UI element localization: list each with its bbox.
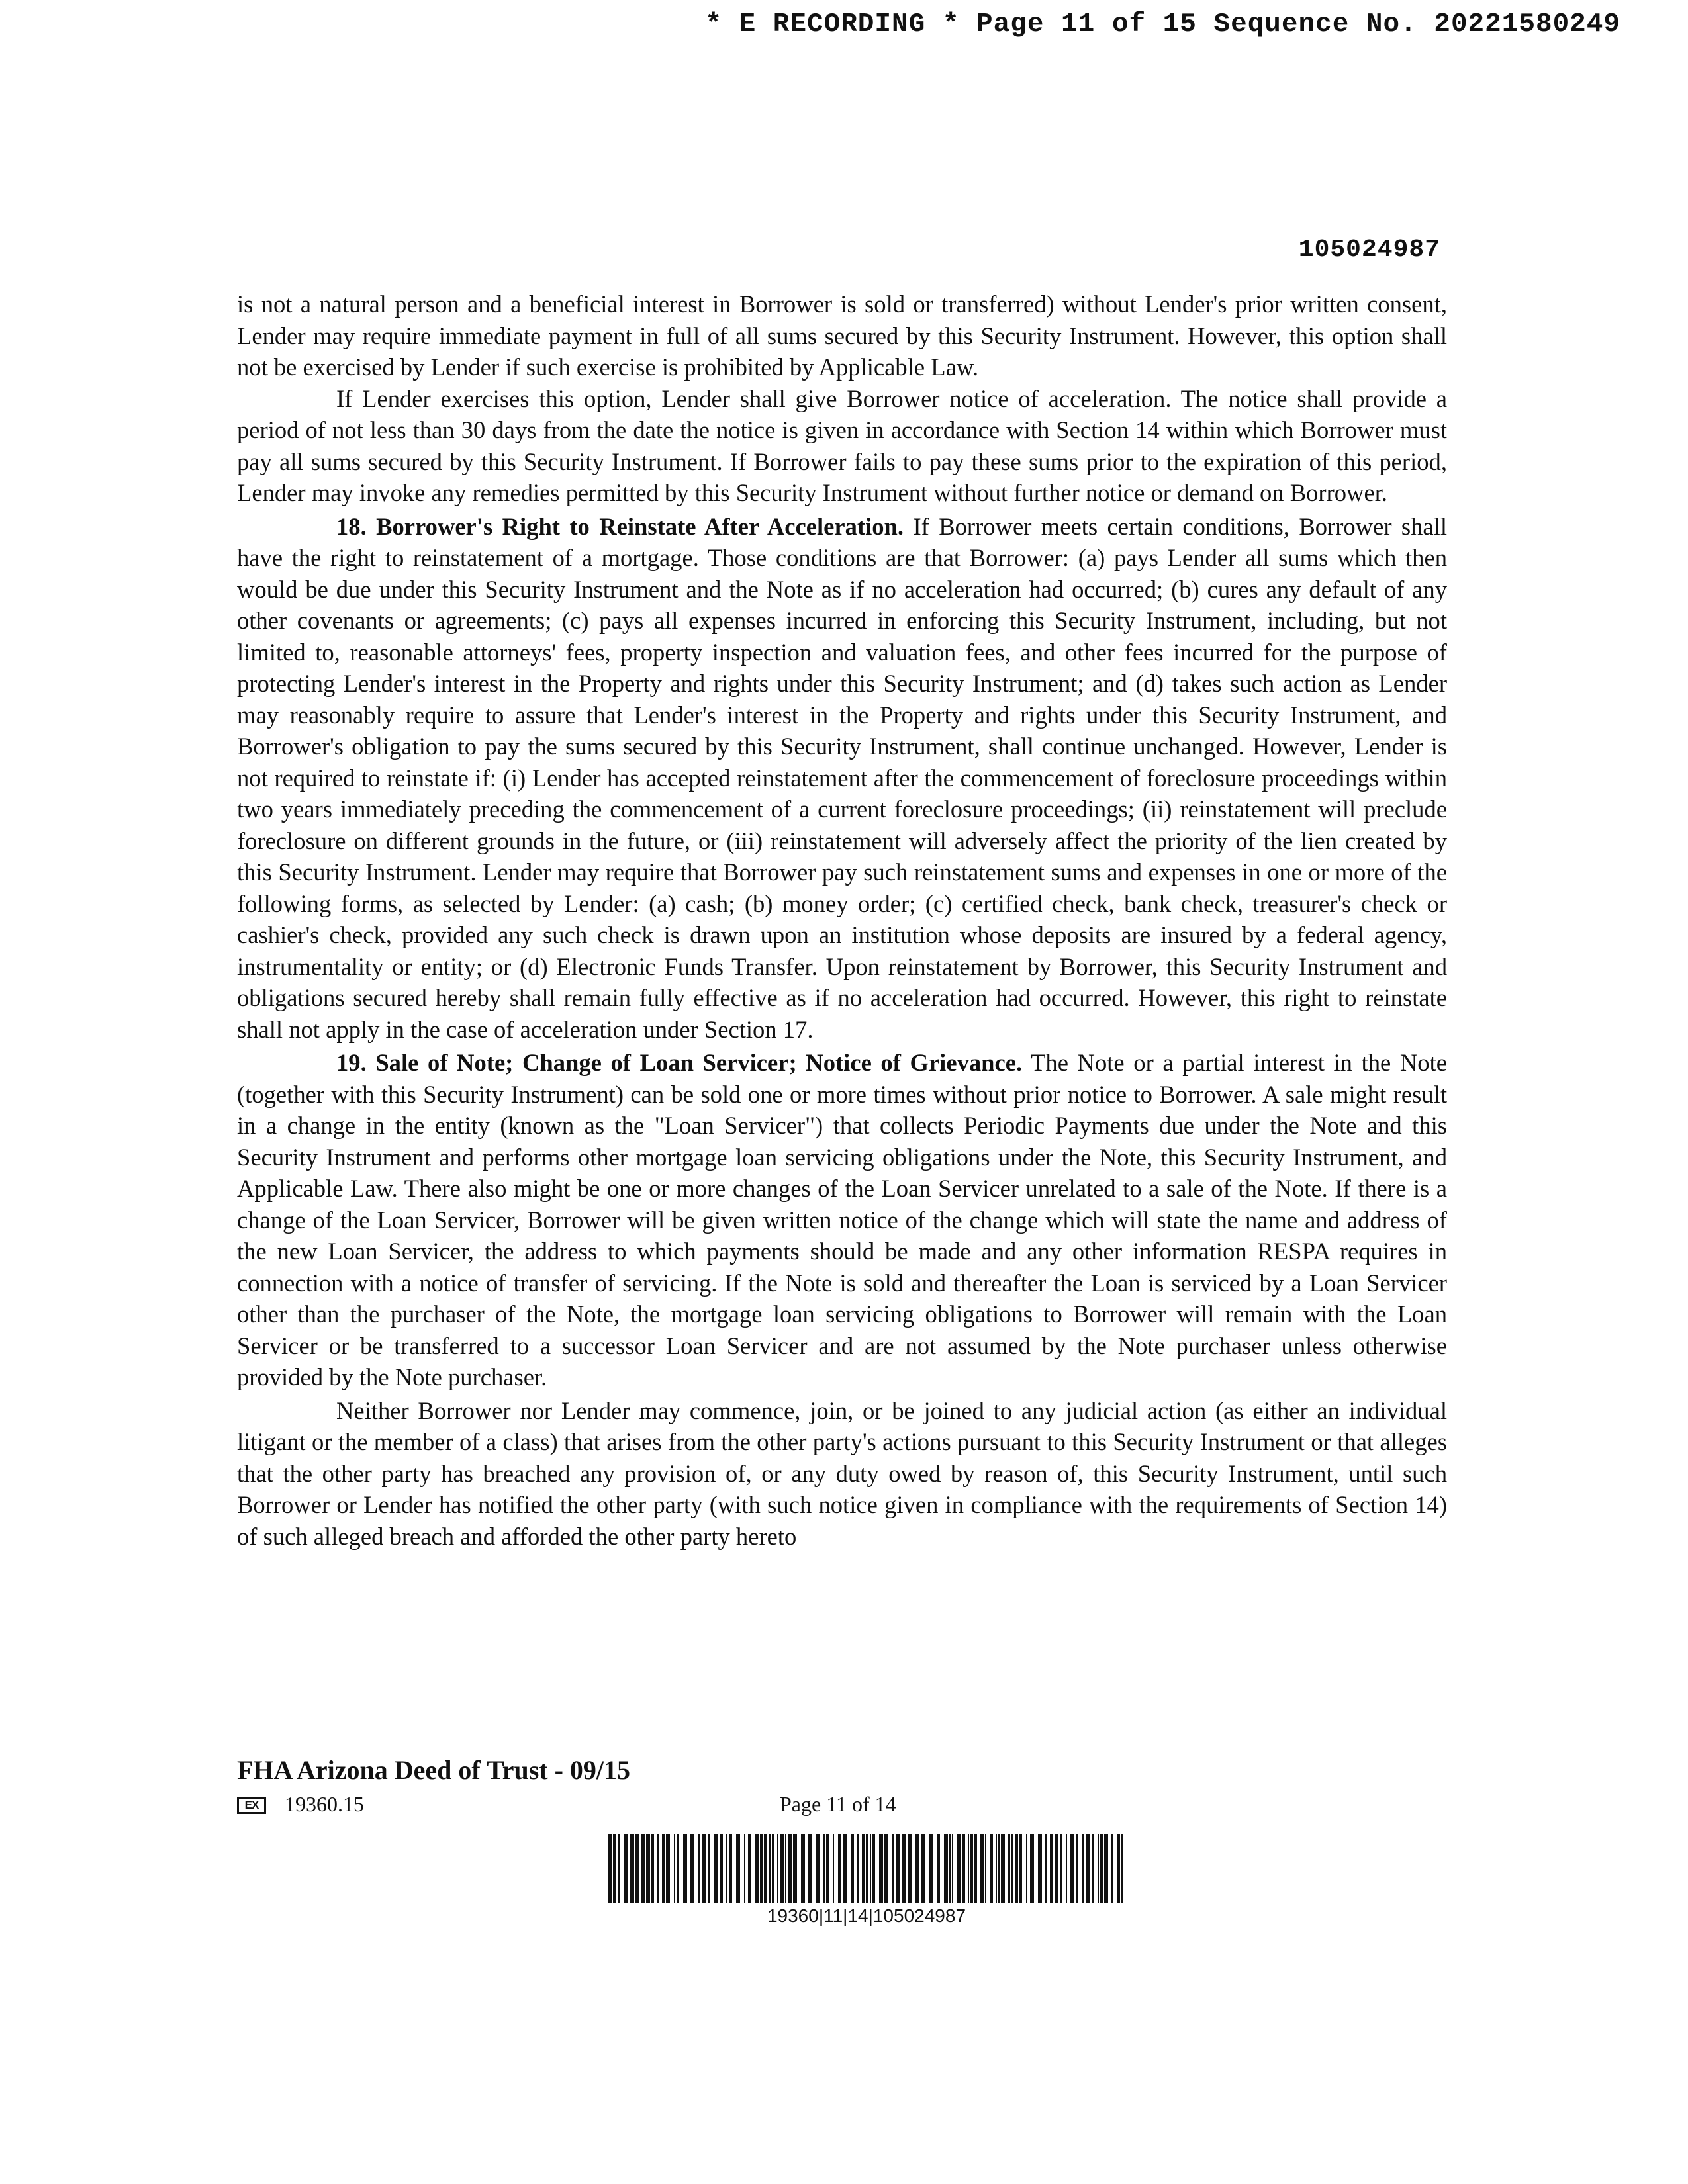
barcode-bar <box>613 1834 616 1903</box>
barcode-bar <box>838 1834 841 1903</box>
barcode-bar <box>1055 1834 1058 1903</box>
barcode-bar <box>702 1834 706 1903</box>
barcode-bar <box>857 1834 859 1903</box>
barcode-bar <box>618 1834 620 1903</box>
barcode-bar <box>748 1834 751 1903</box>
barcode-bar <box>1015 1834 1018 1903</box>
barcode-bar <box>985 1834 986 1903</box>
barcode-bar <box>902 1834 906 1903</box>
barcode-bar <box>823 1834 825 1903</box>
section-18-text: If Borrower meets certain conditions, Borrower shall have the right to reinstatement of a mortgage. Those conditions are that Borrower: (a) pays Lender all sums which then would be due under this Security Instrument and the Note as if no acceleration had occurred; (b) cures any default of any other covenants or agreements; (c) pays all expenses incurred in enforcing this Security Instrument, including, but not limited to, reasonable attorneys' fees, property inspection and valuation fees, and other fees incurred for the purpose of protecting Lender's interest in the Property and rights under this Security Instrument; and (d) takes such action as Lender may reasonably require to assure that Lender's interest in the Property and rights under this Security Instrument, and Borrower's obligation to pay the sums secured by this Security Instrument, shall continue unchanged. However, Lender is not required to reinstate if: (i) Lender has accepted reinstatement after the commencement of foreclosure proceedings within two years immediately preceding the commencement of a current foreclosure proceedings; (ii) reinstatement will preclude foreclosure on different grounds in the future, or (iii) reinstatement will adversely affect the priority of the lien created by this Security Instrument. Lender may require that Borrower pay such reinstatement sums and expenses in one or more of the following forms, as selected by Lender: (a) cash; (b) money order; (c) certified check, bank check, treasurer's check or cashier's check, provided any such check is drawn upon an institution whose deposits are insured by a federal agency, instrumentality or entity; or (d) Electronic Funds Transfer. Upon reinstatement by Borrower, this Security Instrument and obligations secured hereby shall remain fully effective as if no acceleration had occurred. However, this right to reinstate shall not apply in the case of acceleration under Section 17. <box>237 512 1447 1043</box>
section-18-heading: 18. Borrower's Right to Reinstate After Acceleration. <box>336 512 904 540</box>
barcode-bar <box>729 1834 732 1903</box>
barcode-bar <box>683 1834 687 1903</box>
document-body <box>237 289 1447 1552</box>
recording-header: * E RECORDING * Page 11 of 15 Sequence No. 20221580249 <box>705 9 1620 40</box>
paragraph-acceleration-notice: If Lender exercises this option, Lender shall give Borrower notice of acceleration. The notice shall provide a period of not less than 30 days from the date the notice is given in accordance with Section 14 within which Borrower must pay all sums secured by this Security Instrument. If Borrower fails to pay these sums prior to the expiration of this period, Lender may invoke any remedies permitted by this Security Instrument without further notice or demand on Borrower. <box>237 385 1447 506</box>
barcode-bar <box>646 1834 650 1903</box>
barcode-bar <box>879 1834 883 1903</box>
barcode-bar <box>962 1834 965 1903</box>
barcode-bar <box>1086 1834 1090 1903</box>
barcode-bar <box>720 1834 723 1903</box>
paragraph-judicial-action: Neither Borrower nor Lender may commence, join, or be joined to any judicial action (as either an individual litigant or the member of a class) that arises from the other party's actions pursuant to this Security Instrument or that alleges that the other party has breached any provision of, or any duty owed by reason of, this Security Instrument, until such Borrower or Lender has notified the other party (with such notice given in compliance with the requirements of Section 14) of such alleged breach and afforded the other party hereto <box>237 1396 1447 1550</box>
barcode-bar <box>666 1834 670 1903</box>
section-18 <box>237 511 1447 1046</box>
barcode-bar <box>1121 1834 1123 1903</box>
paragraph-continuation: is not a natural person and a beneficial interest in Borrower is sold or transferred) without Lender's prior written consent, Lender may require immediate payment in full of all sums secured by this Security Instrument. However, this option shall not be exercised by Lender if such exercise is prohibited by Applicable Law. <box>237 291 1447 381</box>
barcode-bar <box>630 1834 634 1903</box>
barcode-bar <box>624 1834 628 1903</box>
barcode-bar <box>1066 1834 1067 1903</box>
barcode-bar <box>851 1834 854 1903</box>
barcode-bar <box>641 1834 645 1903</box>
loan-number: 105024987 <box>1298 236 1440 264</box>
barcode-bar <box>866 1834 868 1903</box>
barcode-bar <box>1082 1834 1084 1903</box>
barcode-bar <box>1070 1834 1074 1903</box>
barcode-bar <box>998 1834 1000 1903</box>
barcode-bar <box>949 1834 951 1903</box>
barcode-bar <box>870 1834 871 1903</box>
barcode-bar <box>921 1834 925 1903</box>
barcode-bar <box>769 1834 771 1903</box>
barcode-bar <box>1076 1834 1078 1903</box>
barcode-bar <box>808 1834 812 1903</box>
barcode-bar <box>996 1834 997 1903</box>
barcode-bar <box>785 1834 786 1903</box>
barcode-bar <box>1011 1834 1013 1903</box>
barcode-bar <box>908 1834 912 1903</box>
barcode-bar <box>990 1834 993 1903</box>
barcode-bar <box>974 1834 977 1903</box>
section-19-text: The Note or a partial interest in the Note (together with this Security Instrument) can be sold one or more times without prior notice to Borrower. A sale might result in a change in the entity (known as the "Loan Servicer") that collects Periodic Payments due under the Note and this Security Instrument and performs other mortgage loan servicing obligations under the Note, this Security Instrument, and Applicable Law. There also might be one or more changes of the Loan Servicer unrelated to a sale of the Note. If there is a change of the Loan Servicer, Borrower will be given written notice of the change which will state the name and address of the new Loan Servicer, the address to which payments should be made and any other information RESPA requires in connection with a notice of transfer of servicing. If the Note is sold and thereafter the Loan is serviced by a Loan Servicer other than the purchaser of the Note, the mortgage loan servicing obligations to Borrower will remain with the Loan Servicer or be transferred to a successor Loan Servicer and are not assumed by the Note purchaser unless otherwise provided by the Note purchaser. <box>237 1049 1447 1390</box>
barcode-bar <box>755 1834 759 1903</box>
barcode-bar <box>892 1834 894 1903</box>
barcode-bar <box>957 1834 961 1903</box>
barcode-bar <box>1001 1834 1005 1903</box>
ellie-mae-logo-icon: EX <box>237 1797 266 1814</box>
page-number: Page 11 of 14 <box>780 1792 896 1816</box>
barcode-bar <box>833 1834 834 1903</box>
barcode-bar <box>772 1834 774 1903</box>
barcode-bar <box>635 1834 639 1903</box>
barcode-bar <box>1117 1834 1120 1903</box>
barcode-bar <box>896 1834 900 1903</box>
barcode-bar <box>736 1834 740 1903</box>
barcode-bar <box>1050 1834 1053 1903</box>
barcode-bar <box>777 1834 778 1903</box>
barcode-bar <box>1026 1834 1027 1903</box>
barcode-bar <box>674 1834 675 1903</box>
footer-row <box>237 1792 1447 1821</box>
barcode-bar <box>929 1834 933 1903</box>
barcode-bar <box>760 1834 763 1903</box>
barcode-bar <box>744 1834 745 1903</box>
barcode-bar <box>698 1834 700 1903</box>
barcode-bar <box>952 1834 953 1903</box>
barcode-bar <box>915 1834 919 1903</box>
barcode-bar <box>764 1834 767 1903</box>
barcode-caption: 19360|11|14|105024987 <box>767 1905 966 1926</box>
barcode-bar <box>1030 1834 1034 1903</box>
section-19 <box>237 1047 1447 1393</box>
barcode-bar <box>690 1834 694 1903</box>
barcode-bar <box>1008 1834 1010 1903</box>
barcode-bar <box>788 1834 792 1903</box>
barcode-bar <box>862 1834 865 1903</box>
barcode-bar <box>843 1834 847 1903</box>
barcode-bar <box>651 1834 654 1903</box>
barcode-bar <box>1019 1834 1022 1903</box>
barcode-bar <box>780 1834 784 1903</box>
form-code: 19360.15 <box>285 1792 364 1816</box>
barcode-bar <box>726 1834 727 1903</box>
barcode-bar <box>968 1834 969 1903</box>
barcode-bar <box>708 1834 710 1903</box>
barcode-bar <box>970 1834 973 1903</box>
barcode-bar <box>980 1834 984 1903</box>
barcode-bar <box>884 1834 888 1903</box>
barcode-bar <box>826 1834 829 1903</box>
barcode-bar <box>801 1834 805 1903</box>
barcode-bar <box>1100 1834 1103 1903</box>
section-19-heading: 19. Sale of Note; Change of Loan Servicer; Notice of Grievance. <box>336 1049 1023 1076</box>
barcode-bar <box>677 1834 679 1903</box>
barcode-bar <box>816 1834 820 1903</box>
barcode-bar <box>1092 1834 1094 1903</box>
barcode-bar <box>1060 1834 1062 1903</box>
barcode-bar <box>793 1834 797 1903</box>
barcode-bar <box>944 1834 948 1903</box>
barcode-bar <box>1111 1834 1113 1903</box>
barcode-bar <box>657 1834 659 1903</box>
barcode-bar <box>608 1834 612 1903</box>
barcode <box>608 1834 1125 1903</box>
barcode-bar <box>1098 1834 1099 1903</box>
barcode-bar <box>937 1834 940 1903</box>
barcode-bar <box>714 1834 718 1903</box>
form-title: FHA Arizona Deed of Trust - 09/15 <box>237 1755 631 1785</box>
barcode-bar <box>872 1834 875 1903</box>
barcode-bar <box>1038 1834 1042 1903</box>
barcode-bar <box>662 1834 665 1903</box>
barcode-bar <box>1045 1834 1047 1903</box>
barcode-bar <box>1104 1834 1108 1903</box>
